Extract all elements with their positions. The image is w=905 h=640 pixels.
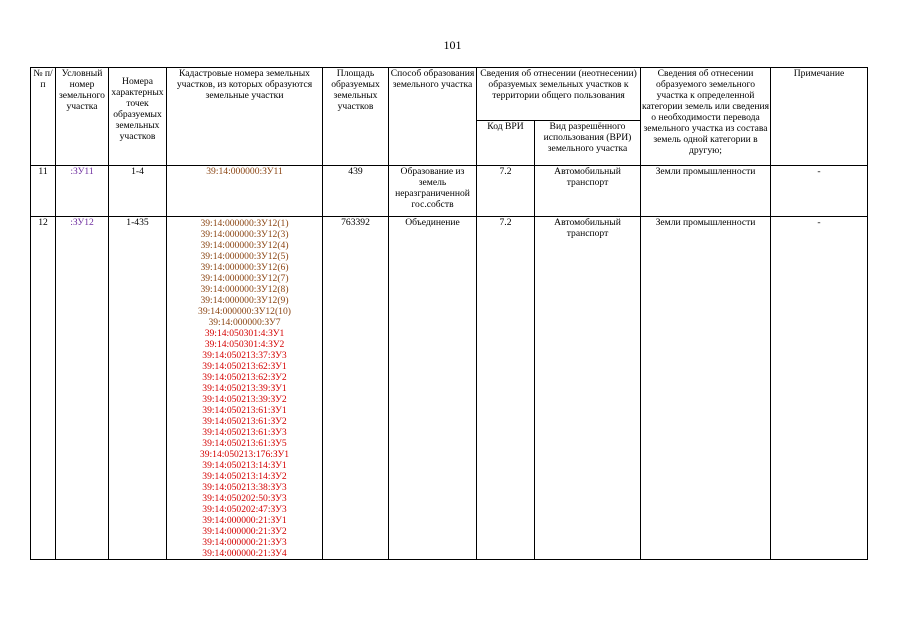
page-number: 101 bbox=[443, 38, 462, 52]
header-area: Площадь образуемых земельных участков bbox=[323, 68, 389, 166]
row-cond-num: :ЗУ12 bbox=[56, 217, 109, 560]
cadastral-number: 39:14:050213:37:ЗУ3 bbox=[202, 350, 287, 361]
header-points: Номера характерных точек образуемых земельных участков bbox=[109, 68, 167, 166]
cadastral-number: 39:14:000000:ЗУ11 bbox=[206, 166, 283, 177]
land-plots-table bbox=[30, 67, 868, 560]
row-area: 439 bbox=[323, 166, 389, 217]
row-vri-type: Автомобильный транспорт bbox=[535, 217, 641, 560]
header-territory-group: Сведения об отнесении (неотнесении) образуемых земельных участков к территории общего пользования bbox=[477, 68, 641, 121]
cadastral-number: 39:14:050213:176:ЗУ1 bbox=[199, 449, 290, 460]
header-vri-code: Код ВРИ bbox=[477, 121, 535, 166]
cadastral-number: 39:14:000000:21:ЗУ3 bbox=[202, 537, 287, 548]
cadastral-number: 39:14:000000:ЗУ12(8) bbox=[200, 284, 289, 295]
row-cadastral bbox=[167, 166, 323, 217]
table-row bbox=[31, 217, 868, 560]
cadastral-number: 39:14:050213:38:ЗУ3 bbox=[202, 482, 287, 493]
cadastral-number: 39:14:050213:39:ЗУ1 bbox=[202, 383, 287, 394]
cadastral-number: 39:14:050301:4:ЗУ1 bbox=[204, 328, 285, 339]
header-vri-type: Вид разрешённого использования (ВРИ) земельного участка bbox=[535, 121, 641, 166]
cadastral-number: 39:14:000000:ЗУ7 bbox=[208, 317, 281, 328]
cadastral-number: 39:14:050213:61:ЗУ5 bbox=[202, 438, 287, 449]
row-category: Земли промышленности bbox=[641, 166, 771, 217]
header-category: Сведения об отнесении образуемого земельного участка к определенной категории земель или сведения о необходимости перевода земельного участка из состава земель одной категории в другую; bbox=[641, 68, 771, 166]
cadastral-number: 39:14:000000:ЗУ12(10) bbox=[198, 306, 291, 317]
row-points: 1-4 bbox=[109, 166, 167, 217]
cadastral-number: 39:14:050213:61:ЗУ1 bbox=[202, 405, 287, 416]
row-cond-num: :ЗУ11 bbox=[56, 166, 109, 217]
header-note: Примечание bbox=[771, 68, 868, 166]
cadastral-number: 39:14:000000:ЗУ12(6) bbox=[200, 262, 289, 273]
cadastral-number: 39:14:000000:ЗУ12(3) bbox=[200, 229, 289, 240]
cadastral-number: 39:14:050213:61:ЗУ2 bbox=[202, 416, 287, 427]
row-note: - bbox=[771, 217, 868, 560]
cadastral-number: 39:14:000000:21:ЗУ2 bbox=[202, 526, 287, 537]
row-vri-type: Автомобильный транспорт bbox=[535, 166, 641, 217]
cadastral-number: 39:14:000000:21:ЗУ1 bbox=[202, 515, 287, 526]
row-category: Земли промышленности bbox=[641, 217, 771, 560]
cadastral-number: 39:14:050301:4:ЗУ2 bbox=[204, 339, 285, 350]
row-num: 12 bbox=[31, 217, 56, 560]
cadastral-number: 39:14:050202:50:ЗУ3 bbox=[202, 493, 287, 504]
header-method: Способ образования земельного участка bbox=[389, 68, 477, 166]
row-vri-code: 7.2 bbox=[477, 166, 535, 217]
cadastral-number: 39:14:050213:61:ЗУ3 bbox=[202, 427, 287, 438]
row-method: Образование из земель неразграниченной гос.собств bbox=[389, 166, 477, 217]
cadastral-number: 39:14:050213:39:ЗУ2 bbox=[202, 394, 287, 405]
cadastral-number: 39:14:000000:ЗУ12(1) bbox=[200, 218, 289, 229]
row-method: Объединение bbox=[389, 217, 477, 560]
header-cond-num: Условный номер земельного участка bbox=[56, 68, 109, 166]
row-note: - bbox=[771, 166, 868, 217]
cadastral-number: 39:14:050202:47:ЗУ3 bbox=[202, 504, 287, 515]
cadastral-number: 39:14:000000:ЗУ12(5) bbox=[200, 251, 289, 262]
cadastral-number: 39:14:000000:ЗУ12(4) bbox=[200, 240, 289, 251]
cadastral-number: 39:14:000000:ЗУ12(7) bbox=[200, 273, 289, 284]
row-num: 11 bbox=[31, 166, 56, 217]
cadastral-number: 39:14:050213:14:ЗУ2 bbox=[202, 471, 287, 482]
table-row bbox=[31, 166, 868, 217]
cadastral-number: 39:14:000000:21:ЗУ4 bbox=[202, 548, 287, 559]
row-cadastral bbox=[167, 217, 323, 560]
row-area: 763392 bbox=[323, 217, 389, 560]
cadastral-number: 39:14:050213:14:ЗУ1 bbox=[202, 460, 287, 471]
row-vri-code: 7.2 bbox=[477, 217, 535, 560]
header-num: № п/п bbox=[31, 68, 56, 166]
header-cadastral: Кадастровые номера земельных участков, из которых образуются земельные участки bbox=[167, 68, 323, 166]
cadastral-number: 39:14:050213:62:ЗУ2 bbox=[202, 372, 287, 383]
cadastral-number: 39:14:000000:ЗУ12(9) bbox=[200, 295, 289, 306]
row-points: 1-435 bbox=[109, 217, 167, 560]
cadastral-number: 39:14:050213:62:ЗУ1 bbox=[202, 361, 287, 372]
header-row bbox=[31, 68, 868, 121]
